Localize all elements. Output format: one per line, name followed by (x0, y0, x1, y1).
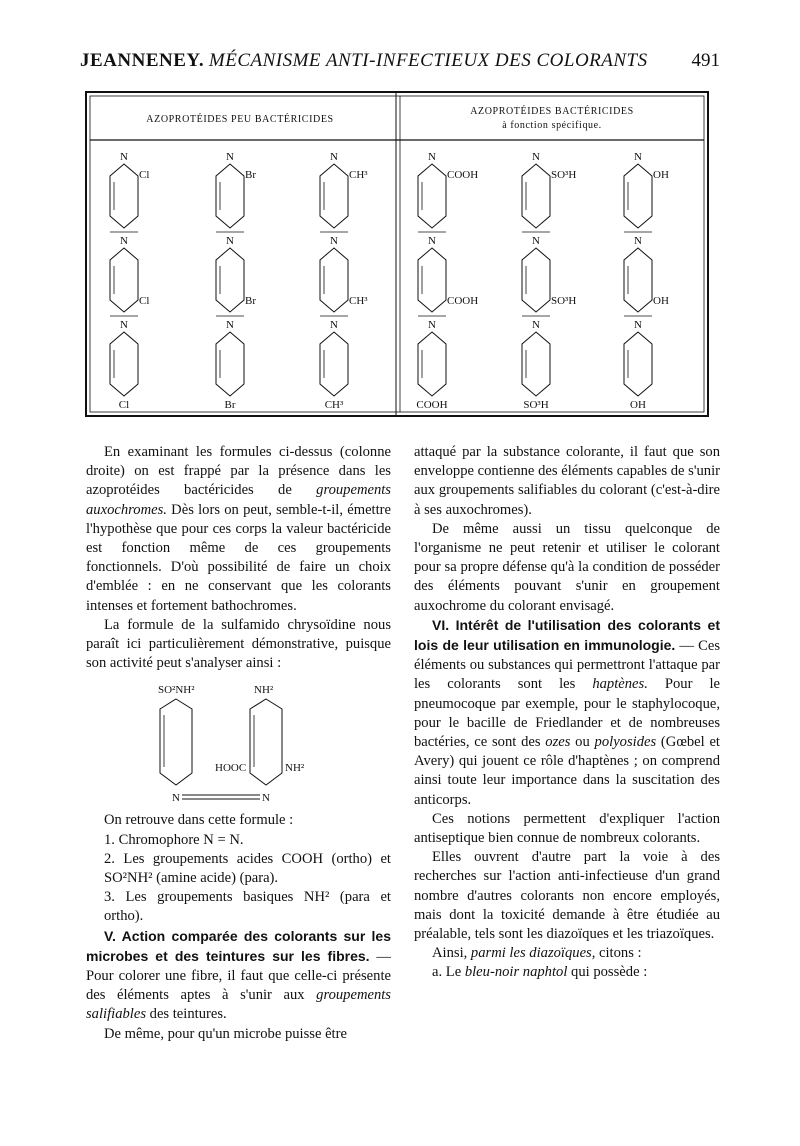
ring-n-label: N (226, 151, 234, 163)
right-header-2: à fonction spécifique. (502, 120, 602, 131)
paragraph: attaqué par la substance colorante, il faut que son enveloppe contienne des éléments capables de s'unir aux groupements salifiables du colorant (c'est-à-dire à ses auxochromes). (414, 444, 720, 518)
table-border (86, 92, 708, 416)
sulfamido-chrysoidine-formula (86, 679, 391, 809)
ring-substituent-label: OH (653, 169, 669, 181)
formula-ring-right (250, 699, 282, 785)
paragraph: La formule de la sulfamido chrysoïdine nous paraît ici particulièrement démonstrative, puisque son activité peut s'analyser ainsi : (86, 616, 391, 672)
ring-substituent-label: CH³ (349, 169, 368, 181)
section-5-title: V. Action comparée des colorants sur les microbes et des teintures sur les fibres. (86, 927, 391, 964)
ring-n-label: N (532, 235, 540, 247)
ring-n-label: N (226, 319, 234, 331)
ring-n-label: N (330, 319, 338, 331)
ring-substituent-label: COOH (447, 169, 479, 181)
ring-n-label: N (532, 151, 540, 163)
left-column (86, 443, 391, 1044)
ring-substituent-label: SO³H (551, 295, 577, 307)
paragraph: De même aussi un tissu quelconque de l'organisme ne peut retenir et utiliser le colorant pour sa propre défense qu'à la condition de posséder des éléments pouvant s'unir en groupement auxochrome du colorant envisagé. (414, 520, 720, 614)
right-header-1: AZOPROTÉIDES BACTÉRICIDES (470, 106, 634, 117)
paragraph: Ainsi, parmi les diazoïques, citons : (432, 945, 642, 962)
formula-n-left: N (172, 792, 180, 805)
ring-n-label: N (120, 319, 128, 331)
section-5: V. Action comparée des colorants sur les microbes et des teintures sur les fibres. — Pour colorer une fibre, il faut que celle-ci présente des éléments aptes à s'unir aux groupements salifiables des teintures. (86, 927, 391, 1023)
paragraph: De même, pour qu'un microbe puisse être (104, 1025, 347, 1042)
running-head (80, 50, 720, 82)
page-number: 491 (691, 50, 720, 71)
ring-substituent-label: Br (245, 295, 256, 307)
ring-substituent-label: CH³ (324, 399, 344, 411)
paragraph: On retrouve dans cette formule : (104, 812, 294, 829)
formula-nh2-top: NH² (254, 684, 274, 697)
ring-n-label: N (634, 319, 642, 331)
ring-substituent-label: COOH (416, 399, 448, 411)
ring-n-label: N (330, 235, 338, 247)
ring-substituent-label: OH (653, 295, 669, 307)
header-author: JEANNENEY. (80, 50, 205, 71)
ring-n-label: N (634, 235, 642, 247)
paragraph: Elles ouvrent d'autre part la voie à des recherches sur l'action anti-infectieuse d'un grand nombre d'autres colorants non encore employés, mais dont la toxicité demande à être étudiée au préalable, tels sont les diazoïques et les triazoïques. (414, 849, 720, 943)
paragraph: a. Le bleu-noir naphtol qui possède : (432, 964, 648, 981)
table-inner-border (90, 96, 704, 412)
section-6: VI. Intérêt de l'utilisation des colorants et lois de leur utilisation en immunologie. — Ces éléments ou substances qui permettront l'attaque par les colorants sont les haptènes. Pour le pneumocoque par exemple, pour le staphylocoque, pour le bacille de Friedlander et de nombreuses bactéries, ce sont des ozes ou polyosides (Gœbel et Avery) qui jouent ce rôle d'haptènes ; on comprend ainsi toute leur importance dans la suscitation des anticorps. (414, 616, 721, 808)
ring-substituent-label: SO³H (523, 399, 549, 411)
ring-n-label: N (532, 319, 540, 331)
formula-so2nh2: SO²NH² (158, 684, 195, 697)
formula-n-right: N (262, 792, 270, 805)
ring-n-label: N (330, 151, 338, 163)
ring-substituent-label: CH³ (349, 295, 368, 307)
formula-nh2-side: NH² (285, 762, 305, 775)
azoproteide-table-figure (84, 90, 710, 418)
ring-substituent-label: Br (245, 169, 256, 181)
ring-n-label: N (120, 151, 128, 163)
ring-substituent-label: Cl (139, 295, 150, 307)
ring-substituent-label: Cl (139, 169, 150, 181)
paragraph: En examinant les formules ci-dessus (colonne droite) on est frappé par la présence dans les azoprotéides bactéricides de groupements auxochromes. Dès lors on peut, semble-t-il, émettre l'hypothèse que pour ces corps la valeur bactéricide est fonction même de ces groupements fonctionnels. D'où possibilité de faire un choix d'emblée : en ne conservant que les colorants intenses et fortement bathochromes. (86, 444, 391, 614)
section-6-title: VI. Intérêt de l'utilisation des colorants et lois de leur utilisation en immunologie. (414, 616, 720, 654)
ring-substituent-label: SO³H (551, 169, 577, 181)
paragraph: Ces notions permettent d'expliquer l'action antiseptique bien connue de nombreux colorants. (414, 810, 720, 847)
right-column (414, 443, 720, 983)
list-item: 3. Les groupements basiques NH² (para et ortho). (104, 889, 391, 925)
ring-substituent-label: COOH (447, 295, 479, 307)
ring-substituent-label: Cl (118, 399, 130, 411)
formula-hooc: HOOC (215, 762, 247, 775)
ring-n-label: N (428, 319, 436, 331)
list-item: 2. Les groupements acides COOH (ortho) et SO²NH² (amine acide) (para). (104, 850, 391, 887)
header-title: MÉCANISME ANTI-INFECTIEUX DES COLORANTS (208, 50, 648, 71)
ring-n-label: N (428, 151, 436, 163)
ring-substituent-label: Br (224, 399, 236, 411)
ring-n-label: N (634, 151, 642, 163)
list-item: 1. Chromophore N = N. (104, 831, 244, 848)
left-header: AZOPROTÉIDES PEU BACTÉRICIDES (146, 114, 334, 125)
ring-n-label: N (428, 235, 436, 247)
ring-substituent-label: OH (630, 399, 646, 411)
ring-n-label: N (226, 235, 234, 247)
ring-n-label: N (120, 235, 128, 247)
formula-ring-left (160, 699, 192, 785)
